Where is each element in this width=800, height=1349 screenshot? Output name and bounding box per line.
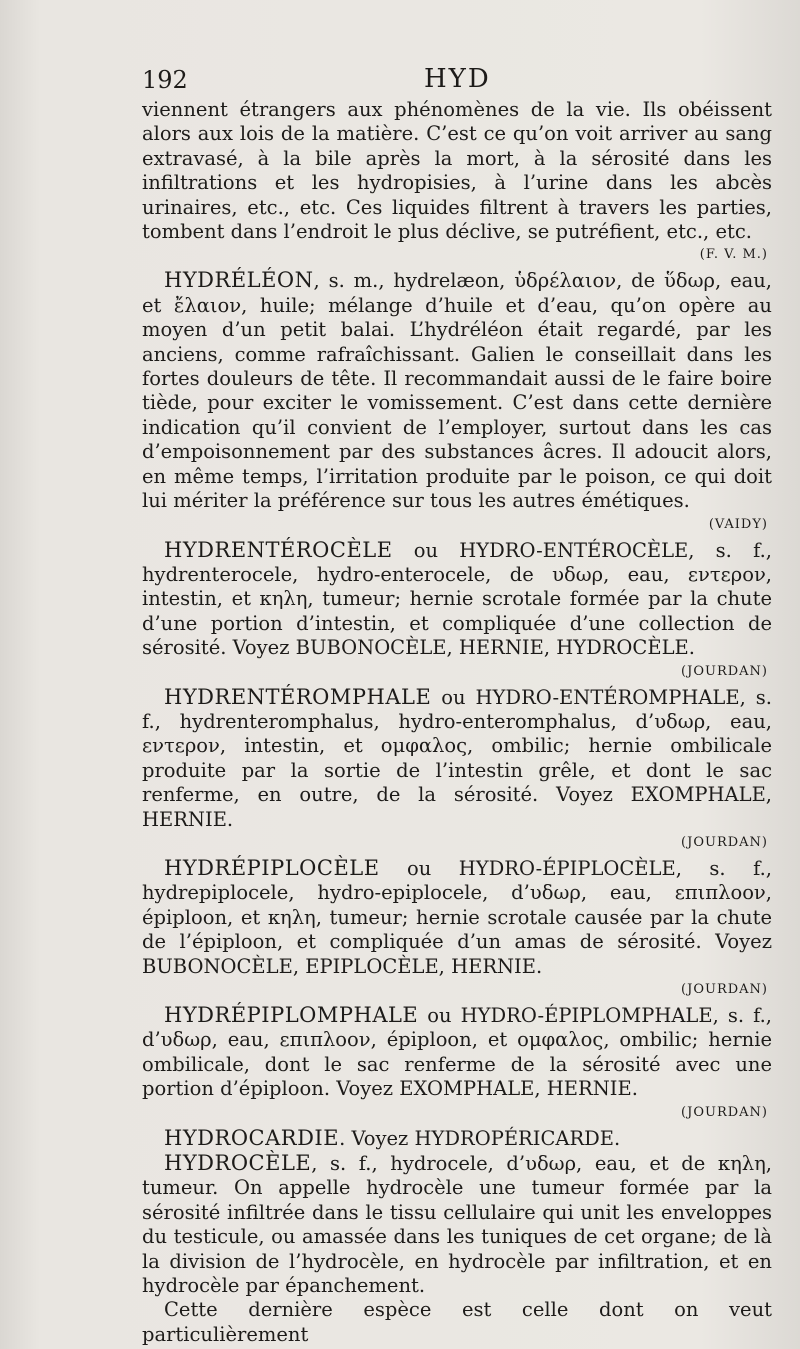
signature: (JOURDAN): [681, 663, 768, 679]
entry-text: , s. f., hydrocele, d’υδωρ, eau, et de κηλη, tumeur. On appelle hydrocèle une tumeur formée par la sérosité infiltrée dans le tissu cellulaire qui unit les enveloppes du testicule, ou amassée dans les tuniques de cet organe; de là la division de l’hydrocèle, en hydrocèle par infiltration, et en hydrocèle par épanchement.: [142, 1152, 772, 1298]
entry: [142, 685, 772, 832]
running-head: HYD: [424, 64, 491, 94]
paragraph-text: viennent étrangers aux phénomènes de la vie. Ils obéissent alors aux lois de la matière. C’est ce qu’on voit arriver au sang extravasé, à la bile après la mort, à la sérosité dans les infiltrations et les hydropisies, à l’urine dans les abcès urinaires, etc., etc. Ces liquides filtrent à travers les parties, tombent dans l’endroit le plus déclive, se putréfient, etc., etc.: [142, 98, 772, 244]
page-header: [142, 66, 772, 98]
signature: (VAIDY): [708, 516, 768, 532]
entry: [142, 1003, 772, 1102]
signature: (JOURDAN): [681, 982, 768, 997]
headword: HYDROCARDIE: [164, 1125, 340, 1150]
entry-text: Cette dernière espèce est celle dont on veut particulièrement: [142, 1298, 772, 1346]
page-body: [142, 98, 772, 1347]
entry: [142, 856, 772, 979]
headword: HYDROCÈLE: [164, 1151, 312, 1176]
entry: [142, 1151, 772, 1298]
signature: (JOURDAN): [681, 834, 768, 850]
entry: [142, 538, 772, 661]
headword: HYDRENTÉROCÈLE: [164, 537, 393, 562]
entry-text: ou HYDRO-ÉPIPLOMPHALE, s. f., d’υδωρ, eau, επιπλοον, épiploon, et ομφαλος, ombilic; hernie ombilicale, dont le sac renferme de la sérosité avec une portion d’épiploon. Voyez EXOMPHALE, HERNIE.: [142, 1004, 772, 1101]
headword: HYDRÉPIPLOCÈLE: [164, 855, 380, 880]
headword: HYDRÉPIPLOMPHALE: [164, 1003, 419, 1027]
entry: [142, 1298, 772, 1347]
entry-text: . Voyez HYDROPÉRICARDE.: [339, 1126, 621, 1150]
entry: [142, 268, 772, 513]
signature: (F. V. M.): [699, 247, 768, 263]
signature: (JOURDAN): [681, 1104, 768, 1120]
page-number: 192: [142, 66, 188, 94]
headword: HYDRENTÉROMPHALE: [164, 684, 432, 709]
entry-text: ou HYDRO-ENTÉROCÈLE, s. f., hydrenterocele, hydro-enterocele, de υδωρ, eau, εντερον, intestin, et κηλη, tumeur; hernie scrotale formée par la chute d’une portion d’intestin, et compliquée d’une collection de sérosité. Voyez BUBONOCÈLE, HERNIE, HYDROCÈLE.: [142, 538, 772, 660]
entry-text: ou HYDRO-ENTÉROMPHALE, s. f., hydrenteromphalus, hydro-enteromphalus, d’υδωρ, eau, εντερον, intestin, et ομφαλος, ombilic; hernie ombilicale produite par la sortie de l’intestin grêle, et dont le sac renferme, en outre, de la sérosité. Voyez EXOMPHALE, HERNIE.: [142, 685, 772, 831]
headword: HYDRÉLÉON: [164, 268, 314, 293]
entry: [142, 1126, 772, 1151]
entry-text: ou HYDRO-ÉPIPLOCÈLE, s. f., hydrepiplocele, hydro-epiplocele, d’υδωρ, eau, επιπλοον, épiploon, et κηλη, tumeur; hernie scrotale causée par la chute de l’épiploon, et compliquée d’un amas de sérosité. Voyez BUBONOCÈLE, EPIPLOCÈLE, HERNIE.: [142, 856, 772, 978]
paragraph: [142, 98, 772, 244]
entry-text: , s. m., hydrelæon, ὑδρέλαιον, de ὕδωρ, eau, et ἔλαιον, huile; mélange d’huile et d’eau, qu’on opère au moyen d’un petit balai. L’hydréléon était regardé, par les anciens, comme rafraîchissant. Galien le conseillait dans les fortes douleurs de tête. Il recommandait aussi de le faire boire tiède, pour exciter le vomissement. C’est dans cette dernière indication qu’il convient de l’employer, surtout dans les cas d’empoisonnement par des substances âcres. Il adoucit alors, en même temps, l’irritation produite par le poison, ce qui doit lui mériter la préférence sur tous les autres émétiques.: [142, 269, 772, 513]
